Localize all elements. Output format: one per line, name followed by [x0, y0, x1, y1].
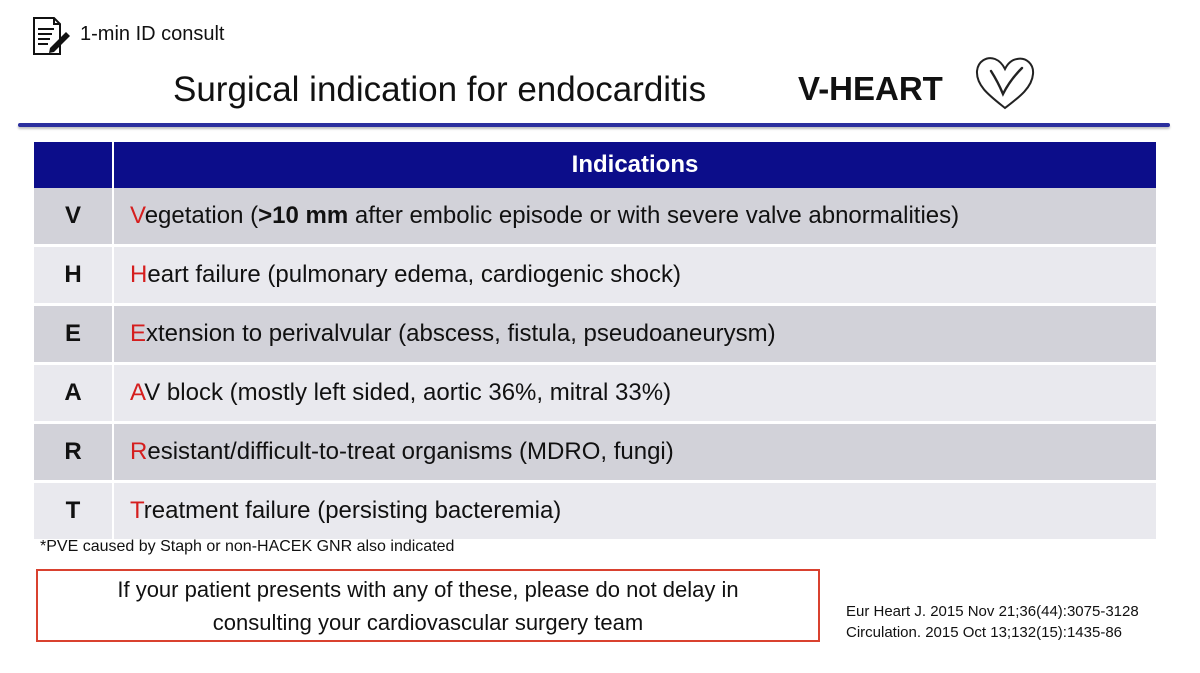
- row-text: egetation (: [144, 202, 259, 229]
- reference-item: Circulation. 2015 Oct 13;132(15):1435-86: [846, 624, 1123, 641]
- row-initial: V: [130, 202, 145, 229]
- callout-line-2: consulting your cardiovascular surgery team: [212, 609, 644, 635]
- row-text: eart failure (pulmonary edema, cardiogenic shock): [147, 261, 681, 288]
- reference-item: Eur Heart J. 2015 Nov 21;36(44):3075-3128: [846, 603, 1139, 620]
- row-text: reatment failure (persisting bacteremia): [143, 497, 562, 524]
- row-letter: A: [34, 364, 113, 423]
- header-indications: Indications: [113, 142, 1156, 188]
- indications-table: [34, 142, 1156, 542]
- header-letter-cell: [34, 142, 113, 188]
- table-row: [34, 246, 1156, 305]
- row-text: xtension to perivalvular (abscess, fistula, pseudoaneurysm): [146, 320, 776, 347]
- row-letter: V: [34, 188, 113, 246]
- table-row: [34, 482, 1156, 541]
- table-row: [34, 364, 1156, 423]
- row-initial: T: [130, 497, 144, 524]
- row-description: [113, 246, 1156, 305]
- title-row: [0, 66, 1200, 120]
- row-description: [113, 482, 1156, 541]
- callout-line-1: If your patient presents with any of these, please do not delay in: [117, 576, 739, 602]
- row-description: [113, 423, 1156, 482]
- references: [846, 601, 1139, 643]
- row-description: [113, 188, 1156, 246]
- row-description: [113, 364, 1156, 423]
- badge-text: 1-min ID consult: [80, 22, 225, 45]
- row-text-tail: after embolic episode or with severe valve abnormalities): [348, 202, 960, 229]
- row-letter: T: [34, 482, 113, 541]
- row-initial: A: [130, 379, 145, 406]
- row-description: [113, 305, 1156, 364]
- table-header-row: [34, 142, 1156, 188]
- row-initial: H: [130, 261, 148, 288]
- callout-box: [36, 569, 820, 642]
- row-initial: E: [130, 320, 147, 347]
- row-initial: R: [130, 438, 148, 465]
- heart-v-icon: [972, 54, 1038, 112]
- footnote: *PVE caused by Staph or non-HACEK GNR also indicated: [40, 538, 455, 555]
- document-pencil-icon: [28, 14, 72, 58]
- row-text: V block (mostly left sided, aortic 36%, mitral 33%): [144, 379, 672, 406]
- table-row: [34, 305, 1156, 364]
- page-title: Surgical indication for endocarditis: [173, 70, 707, 109]
- header-badge: [28, 14, 225, 58]
- row-letter: H: [34, 246, 113, 305]
- row-letter: E: [34, 305, 113, 364]
- table-row: [34, 423, 1156, 482]
- row-letter: R: [34, 423, 113, 482]
- table-row: [34, 188, 1156, 246]
- row-bold-text: >10 mm: [258, 202, 349, 229]
- title-divider: [18, 123, 1170, 127]
- row-text: esistant/difficult-to-treat organisms (MDRO, fungi): [147, 438, 674, 465]
- mnemonic-title: V-HEART: [798, 70, 943, 107]
